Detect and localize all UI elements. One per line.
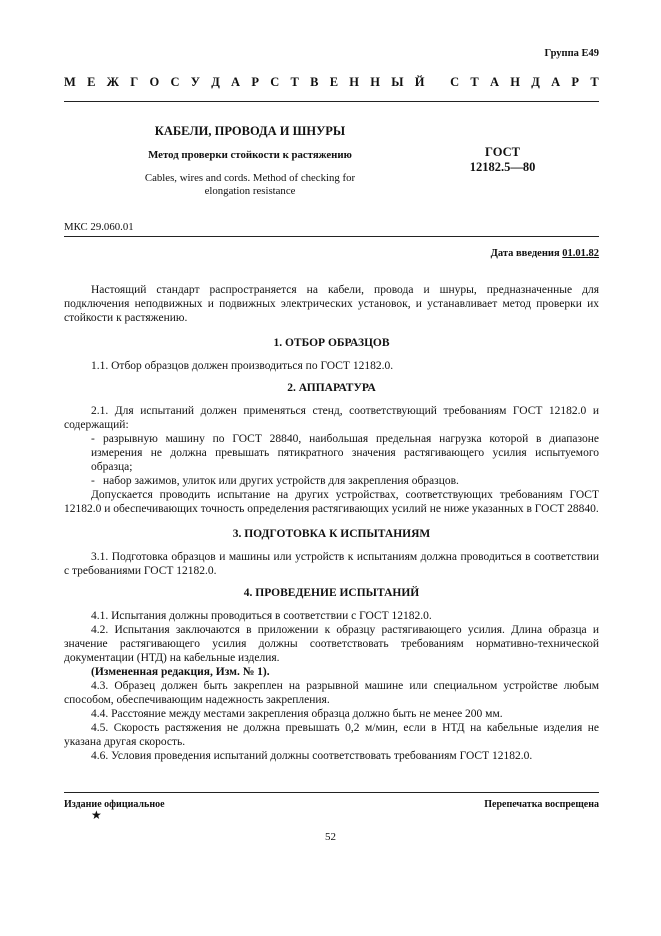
english-title <box>105 172 395 198</box>
paragraph-4-5: 4.5. Скорость растяжения не должна превышать 0,2 м/мин, если в НТД на кабельные изделия не указана другая скорость. <box>64 722 599 748</box>
standard-heading-letter: Г <box>130 75 139 89</box>
bullet-text-2: набор зажимов, улиток или других устройств для закрепления образцов. <box>103 475 459 487</box>
star-icon: ★ <box>91 808 102 822</box>
standard-heading-letter: Т <box>470 75 479 89</box>
standard-heading-letter: Ы <box>391 75 404 89</box>
section-3 <box>64 527 599 578</box>
introduction-date <box>491 247 599 261</box>
header-rule-top <box>64 101 599 102</box>
standard-heading-letter: Д <box>531 75 540 89</box>
standard-heading-letter: У <box>190 75 200 89</box>
gost-number <box>440 145 565 175</box>
mks-code: МКС 29.060.01 <box>64 221 134 233</box>
paragraph-4-4: 4.4. Расстояние между местами закрепления образца должно быть не менее 200 мм. <box>91 708 503 720</box>
gost-label: ГОСТ <box>485 145 520 159</box>
english-title-line1: Cables, wires and cords. Method of checking for <box>144 172 356 184</box>
section-1-title: 1. ОТБОР ОБРАЗЦОВ <box>273 337 390 349</box>
document-title: КАБЕЛИ, ПРОВОДА И ШНУРЫ <box>154 124 346 138</box>
paragraph-3-1: 3.1. Подготовка образцов и машины или устройств к испытаниям должна проводиться в соответствии с требованиями ГОСТ 12182.0. <box>64 551 599 577</box>
section-2 <box>64 381 599 516</box>
paragraph-2-1: 2.1. Для испытаний должен применяться стенд, соответствующий требованиям ГОСТ 12182.0 и содержащий: <box>64 405 599 431</box>
standard-heading-letter: Е <box>87 75 96 89</box>
standard-heading-letter: Р <box>571 75 580 89</box>
paragraph-4-1: 4.1. Испытания должны проводиться в соответствии с ГОСТ 12182.0. <box>91 610 432 622</box>
page-number: 52 <box>325 831 336 843</box>
standard-heading-letter: Т <box>590 75 599 89</box>
intro-text: Настоящий стандарт распространяется на кабели, провода и шнуры, предназначенные для подключения неподвижных и подвижных электрических установок, и устанавливает метод проверки их стойкости к растяжению. <box>64 284 599 324</box>
reprint-prohibited-label: Перепечатка воспрещена <box>484 799 599 810</box>
section-1 <box>64 336 599 373</box>
standard-heading-letter: Н <box>349 75 360 89</box>
gost-code: 12182.5—80 <box>469 160 536 174</box>
section-3-title: 3. ПОДГОТОВКА К ИСПЫТАНИЯМ <box>232 528 431 540</box>
header-rule-bottom <box>64 236 599 237</box>
standard-heading-letter: Т <box>290 75 299 89</box>
standard-heading-letter: Й <box>414 75 425 89</box>
amendment-note: (Измененная редакция, Изм. № 1). <box>91 666 270 678</box>
standard-heading-letter: Ж <box>106 75 120 89</box>
date-value: 01.01.82 <box>562 248 599 259</box>
bullet-text-1: разрывную машину по ГОСТ 28840, наибольшая предельная нагрузка которой в диапазоне измерения не должна превышать пятикратного значения растягивающего усилия испытуемого образца; <box>91 433 599 473</box>
english-title-line2: elongation resistance <box>204 185 296 197</box>
paragraph-2-2: Допускается проводить испытание на других устройствах, соответствующих требованиям ГОСТ 12182.0 и обеспечивающих точность определения растягивающих усилий не ниже указанных в ГОСТ 28840. <box>64 489 599 515</box>
standard-heading-letter: С <box>450 75 460 89</box>
standard-heading-letter: А <box>231 75 241 89</box>
standard-heading-letter: С <box>270 75 280 89</box>
standard-heading-letter: М <box>64 75 76 89</box>
standard-heading-letter: В <box>310 75 319 89</box>
standard-heading-letter: О <box>149 75 160 89</box>
footer-rule <box>64 792 599 793</box>
standard-heading-letter: А <box>551 75 561 89</box>
paragraph-4-3: 4.3. Образец должен быть закреплен на разрывной машине или специальном устройстве любым способом, обеспечивающим надежность закрепления. <box>64 680 599 706</box>
intro-paragraph <box>64 283 599 325</box>
standard-heading-letter: Е <box>329 75 339 89</box>
standard-heading-letter: Д <box>211 75 220 89</box>
section-4 <box>64 586 599 763</box>
standard-heading-letter: Р <box>251 75 259 89</box>
standard-heading-letter: Н <box>510 75 521 89</box>
official-edition-label: Издание официальное <box>64 799 165 810</box>
standard-heading-letter: Н <box>370 75 380 89</box>
standard-heading-letter <box>436 75 439 89</box>
paragraph-4-6: 4.6. Условия проведения испытаний должны соответствовать требованиям ГОСТ 12182.0. <box>91 750 533 762</box>
standard-heading-letter: А <box>490 75 500 89</box>
paragraph-1-1: 1.1. Отбор образцов должен производиться по ГОСТ 12182.0. <box>91 360 394 372</box>
title-block <box>105 124 395 198</box>
section-2-title: 2. АППАРАТУРА <box>287 382 376 394</box>
section-4-title: 4. ПРОВЕДЕНИЕ ИСПЫТАНИЙ <box>243 587 420 599</box>
bullet-item: - разрывную машину по ГОСТ 28840, наибольшая предельная нагрузка которой в диапазоне измерения не должна превышать пятикратного значения растягивающего усилия испытуемого образца; <box>91 433 599 473</box>
date-label: Дата введения <box>490 248 560 259</box>
document-subtitle: Метод проверки стойкости к растяжению <box>148 149 352 161</box>
standard-heading-letter: С <box>170 75 180 89</box>
standard-type-heading <box>64 75 599 89</box>
group-code: Группа Е49 <box>544 48 599 59</box>
bullet-item: - набор зажимов, улиток или других устройств для закрепления образцов. <box>91 475 459 487</box>
paragraph-4-2: 4.2. Испытания заключаются в приложении к образцу растягивающего усилия. Длина образца и значение растягивающего усилия должны соответствовать требованиям нормативно-технической документации (НТД) на кабельные изделия. <box>64 624 599 664</box>
